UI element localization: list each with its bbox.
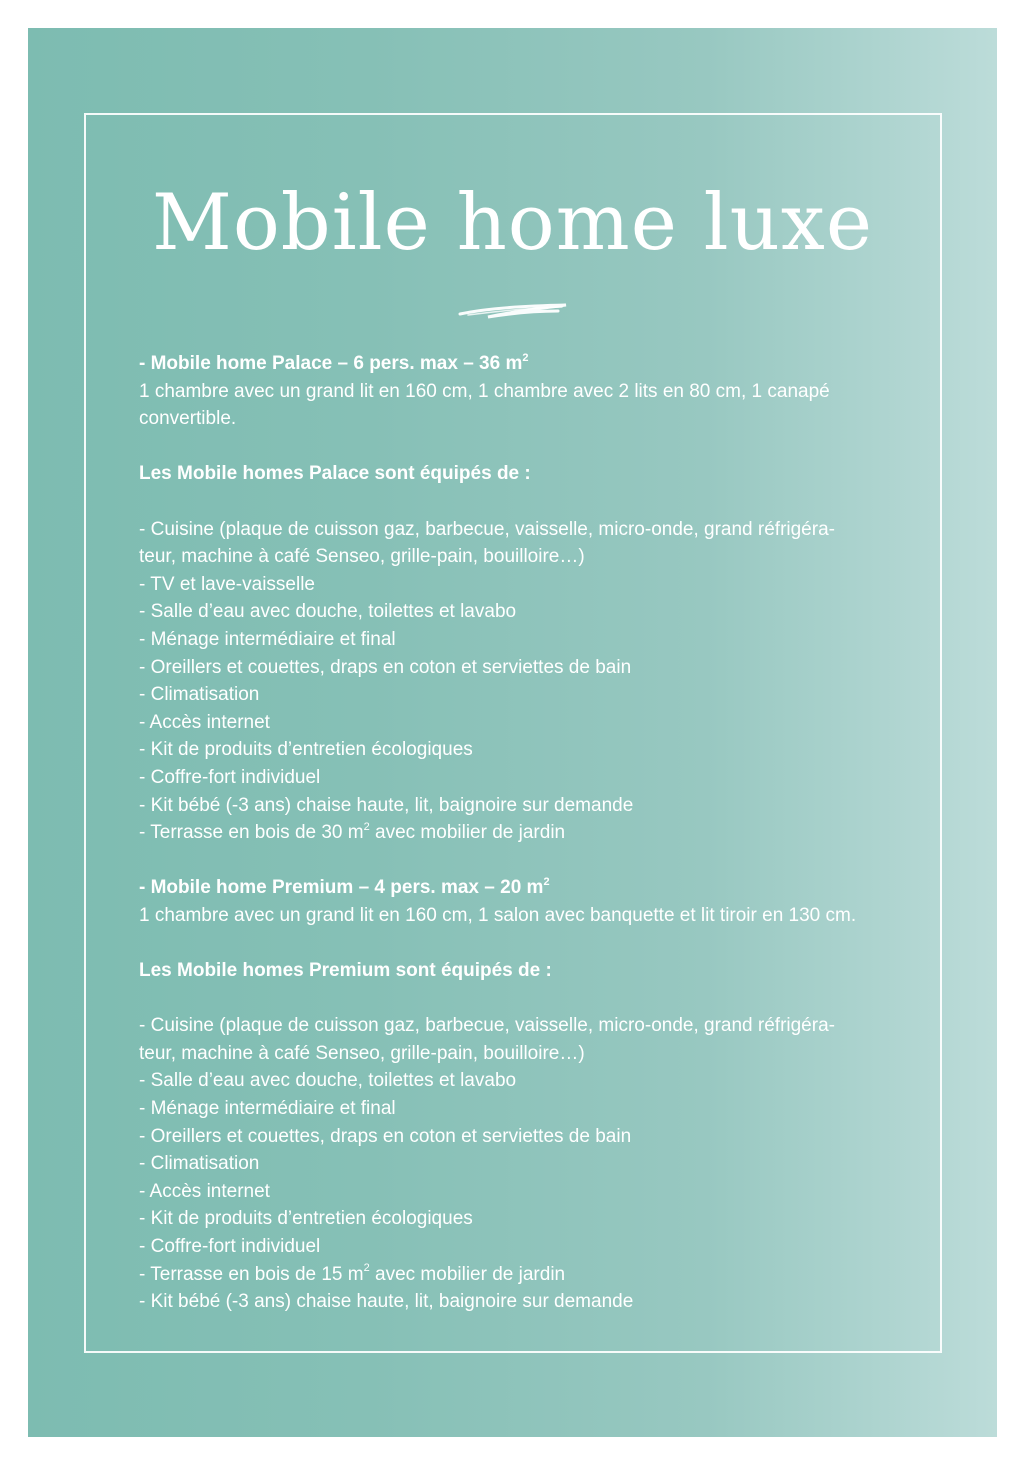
list-item: - Kit bébé (-3 ans) chaise haute, lit, baignoire sur demande <box>139 794 634 816</box>
palace-description: 1 chambre avec un grand lit en 160 cm, 1 chambre avec 2 lits en 80 cm, 1 canapé <box>139 380 830 402</box>
list-item: - TV et lave-vaisselle <box>139 573 315 595</box>
list-item: - Oreillers et couettes, draps en coton et serviettes de bain <box>139 656 632 678</box>
list-item: - Ménage intermédiaire et final <box>139 628 396 650</box>
list-item: - Terrasse en bois de 30 $m^2$ avec mobilier de jardin <box>139 820 566 844</box>
list-item: - Cuisine (plaque de cuisson gaz, barbecue, vaisselle, micro-onde, grand réfrigéra- <box>139 1015 835 1037</box>
premium-description: 1 chambre avec un grand lit en 160 cm, 1 salon avec banquette et lit tiroir en 130 cm. <box>139 904 857 926</box>
brochure-panel <box>28 28 997 1437</box>
page-title: Mobile home luxe <box>151 178 874 268</box>
palace-equipment-list <box>139 516 899 847</box>
list-item: - Coffre-fort individuel <box>139 1236 321 1257</box>
brush-swash-icon <box>458 300 568 322</box>
list-item: - Coffre-fort individuel <box>139 766 321 788</box>
list-item: - Kit de produits d’entretien écologiques <box>139 739 473 761</box>
list-item: - Ménage intermédiaire et final <box>139 1098 396 1120</box>
content <box>139 350 899 1316</box>
premium-equipment-list <box>139 1012 899 1316</box>
list-item: teur, machine à café Senseo, grille-pain, bouilloire…) <box>139 546 585 568</box>
palace-heading: - Mobile home Palace – 6 pers. max – 36 $m^2$ <box>139 351 529 374</box>
list-item: - Accès internet <box>139 1180 270 1202</box>
palace-description: convertible. <box>139 408 237 430</box>
list-item: - Climatisation <box>139 1153 260 1175</box>
premium-equipment-heading: Les Mobile homes Premium sont équipés de : <box>139 960 552 982</box>
list-item: teur, machine à café Senseo, grille-pain, bouilloire…) <box>139 1042 585 1064</box>
premium-heading: - Mobile home Premium – 4 pers. max – 20 $m^2$ <box>139 875 550 899</box>
list-item: - Salle d’eau avec douche, toilettes et lavabo <box>139 601 517 623</box>
list-item: - Terrasse en bois de 15 $m^2$ avec mobilier de jardin <box>139 1262 566 1285</box>
list-item: - Cuisine (plaque de cuisson gaz, barbecue, vaisselle, micro-onde, grand réfrigéra- <box>139 518 835 540</box>
list-item: - Kit bébé (-3 ans) chaise haute, lit, baignoire sur demande <box>139 1291 634 1313</box>
list-item: - Oreillers et couettes, draps en coton et serviettes de bain <box>139 1125 632 1147</box>
palace-equipment-heading: Les Mobile homes Palace sont équipés de : <box>139 463 531 485</box>
list-item: - Kit de produits d’entretien écologiques <box>139 1208 473 1230</box>
list-item: - Climatisation <box>139 684 260 706</box>
list-item: - Accès internet <box>139 711 270 733</box>
list-item: - Salle d’eau avec douche, toilettes et lavabo <box>139 1070 517 1092</box>
